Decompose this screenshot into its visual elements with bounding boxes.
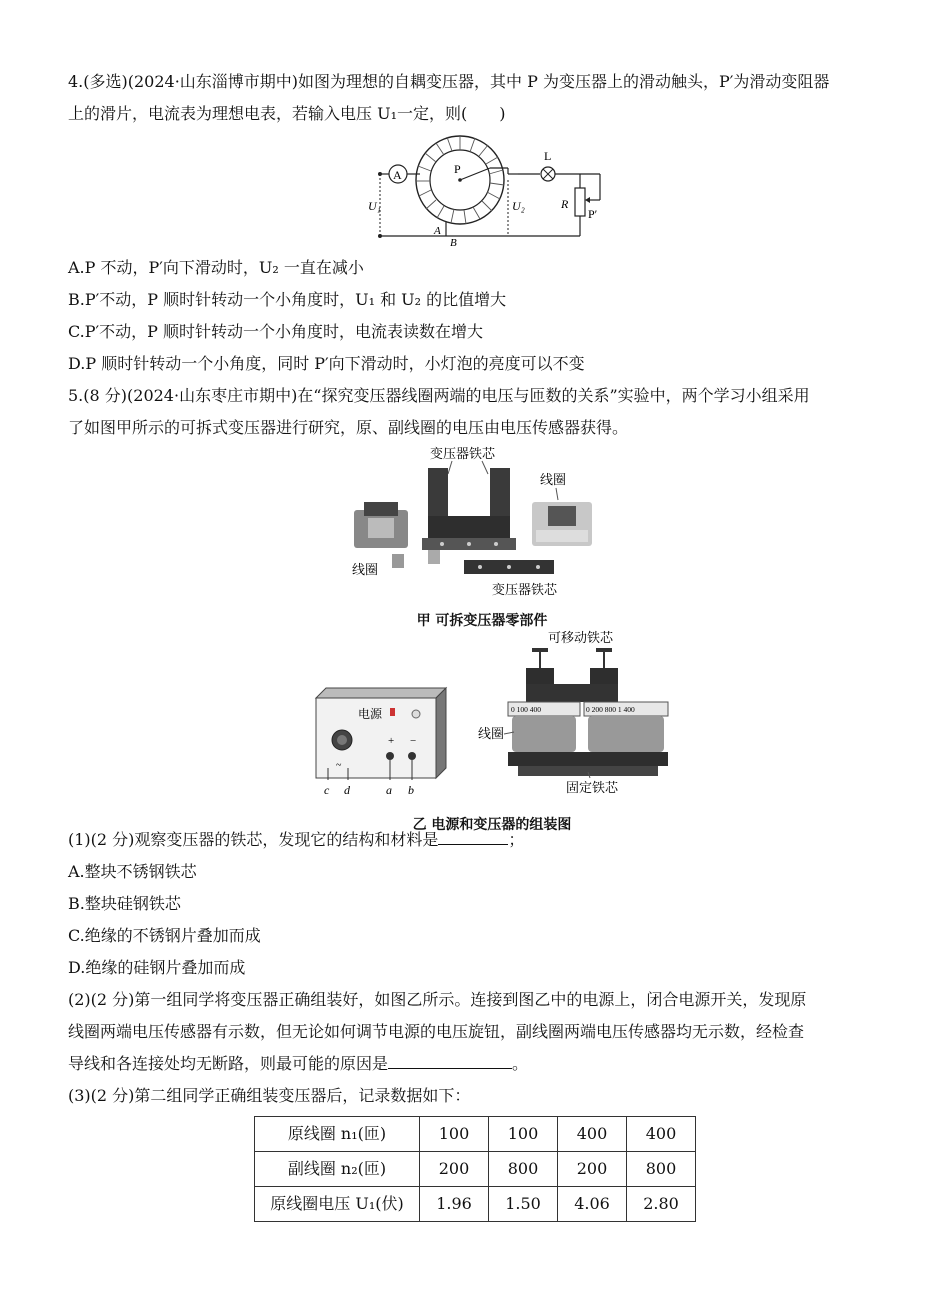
table-cell: 400: [558, 1117, 627, 1152]
q5-p1-option-a: A.整块不锈钢铁芯: [68, 862, 197, 881]
terminal-b: b: [408, 783, 414, 797]
q5-p2-line2: 线圈两端电压传感器有示数，但无论如何调节电源的电压旋钮，副线圈两端电压传感器均无示数，经检查: [68, 1022, 805, 1041]
q5-p2-line3: 导线和各连接处均无断路，则最可能的原因是 。: [68, 1048, 898, 1080]
table-cell: 1.96: [420, 1187, 489, 1222]
indicator-icon: [390, 708, 395, 716]
table-cell: 2.80: [627, 1187, 696, 1222]
q4-option-b: B.P′不动，P 顺时针转动一个小角度时，U₁ 和 U₂ 的比值增大: [68, 290, 507, 309]
q4-stem-line1: 4.(多选)(2024·山东淄博市期中)如图为理想的自耦变压器，其中 P 为变压器上的滑动触头，P′为滑动变阻器: [68, 72, 830, 91]
plus-label: +: [388, 735, 395, 747]
q4-option-c: C.P′不动，P 顺时针转动一个小角度时，电流表读数在增大: [68, 322, 484, 341]
table-cell: 4.06: [558, 1187, 627, 1222]
r-label: R: [561, 197, 569, 211]
q5-p2-line1: (2)(2 分)第一组同学将变压器正确组装好，如图乙所示。连接到图乙中的电源上，闭合电源开关，发现原: [68, 990, 807, 1009]
terminal-a-icon: [386, 752, 394, 760]
answer-blank-2[interactable]: [388, 1048, 512, 1069]
q5-p1-option-b: B.整块硅钢铁芯: [68, 894, 181, 913]
label-movable-core: 可移动铁芯: [548, 630, 614, 645]
autotransformer-figure: [368, 130, 608, 252]
label-coil: 线圈: [478, 726, 505, 741]
u-core-icon: [422, 468, 516, 550]
q5-stem-line2: 了如图甲所示的可拆式变压器进行研究，原、副线圈的电压由电压传感器获得。: [68, 418, 629, 437]
worksheet: [68, 66, 898, 1222]
table-cell: 200: [558, 1152, 627, 1187]
q5-stem-line1: 5.(8 分)(2024·山东枣庄市期中)在“探究变压器线圈两端的电压与匝数的关系”实验中，两个学习小组采用: [68, 386, 810, 405]
rheostat-icon: [575, 188, 585, 216]
q4-option-d: D.P 顺时针转动一个小角度，同时 P′向下滑动时，小灯泡的亮度可以不变: [68, 354, 585, 373]
u1-label: U₁: [368, 199, 381, 213]
table-row-header: 原线圈电压 U₁(伏): [255, 1187, 420, 1222]
u2-label: U₂: [512, 199, 525, 213]
figure-jia-caption: 甲 可拆变压器零部件: [416, 613, 548, 629]
terminal-d: d: [344, 783, 350, 797]
b-label: B: [450, 237, 457, 249]
q5-p1-stem: (1)(2 分)观察变压器的铁芯，发现它的结构和材料是 ；: [68, 824, 898, 856]
label-core-bottom: 变压器铁芯: [492, 582, 558, 597]
autotransformer-circuit: [368, 130, 608, 252]
label-fixed-core: 固定铁芯: [566, 780, 619, 795]
q5-p1-option-d: D.绝缘的硅钢片叠加而成: [68, 958, 246, 977]
figure-jia: [352, 444, 612, 629]
table-cell: 100: [420, 1117, 489, 1152]
minus-label: −: [410, 735, 417, 747]
q4-option-a: A.P 不动，P′向下滑动时，U₂ 一直在减小: [68, 258, 364, 277]
table-cell: 200: [420, 1152, 489, 1187]
scale-left: 0 100 400: [511, 705, 541, 714]
figure-yi-caption: 乙 电源和变压器的组装图: [412, 817, 572, 833]
knob-icon: [428, 550, 440, 564]
table-row: [255, 1187, 696, 1222]
label-core-top: 变压器铁芯: [430, 446, 496, 461]
transformer-parts-image: [352, 444, 612, 600]
terminal-b-icon: [408, 752, 416, 760]
pprime-label: P′: [588, 207, 598, 221]
q5-p1-option-c: C.绝缘的不锈钢片叠加而成: [68, 926, 261, 945]
ammeter-label: A: [393, 168, 402, 182]
table-cell: 1.50: [489, 1187, 558, 1222]
table-row-header: 原线圈 n₁(匝): [255, 1117, 420, 1152]
terminal-c: c: [324, 783, 330, 797]
table-row-header: 副线圈 n₂(匝): [255, 1152, 420, 1187]
table-row: [255, 1152, 696, 1187]
slider-p: [460, 168, 490, 180]
figure-yi: [312, 628, 672, 833]
table-row: [255, 1117, 696, 1152]
table-cell: 100: [489, 1117, 558, 1152]
switch-icon: [412, 710, 420, 718]
lamp-label: L: [544, 149, 552, 163]
a-label: A: [434, 225, 441, 237]
ac-label: ~: [336, 760, 342, 771]
coil-left-icon: [354, 502, 408, 548]
table-cell: 800: [489, 1152, 558, 1187]
terminal-a: a: [386, 783, 392, 797]
p-label: P: [454, 162, 461, 176]
label-coil-right: 线圈: [540, 472, 567, 487]
scale-right: 0 200 800 1 400: [586, 705, 635, 714]
label-coil-left: 线圈: [352, 562, 379, 577]
power-label: 电源: [358, 707, 383, 721]
coil-right-icon: [532, 502, 592, 546]
power-and-transformer-image: [312, 628, 672, 804]
table-cell: 400: [627, 1117, 696, 1152]
table-cell: 800: [627, 1152, 696, 1187]
q5-p3-stem: (3)(2 分)第二组同学正确组装变压器后，记录数据如下：: [68, 1086, 471, 1105]
q4-stem-line2: 上的滑片，电流表为理想电表，若输入电压 U₁一定，则( ): [68, 104, 506, 123]
knob-icon: [392, 554, 404, 568]
data-table: [254, 1116, 696, 1222]
